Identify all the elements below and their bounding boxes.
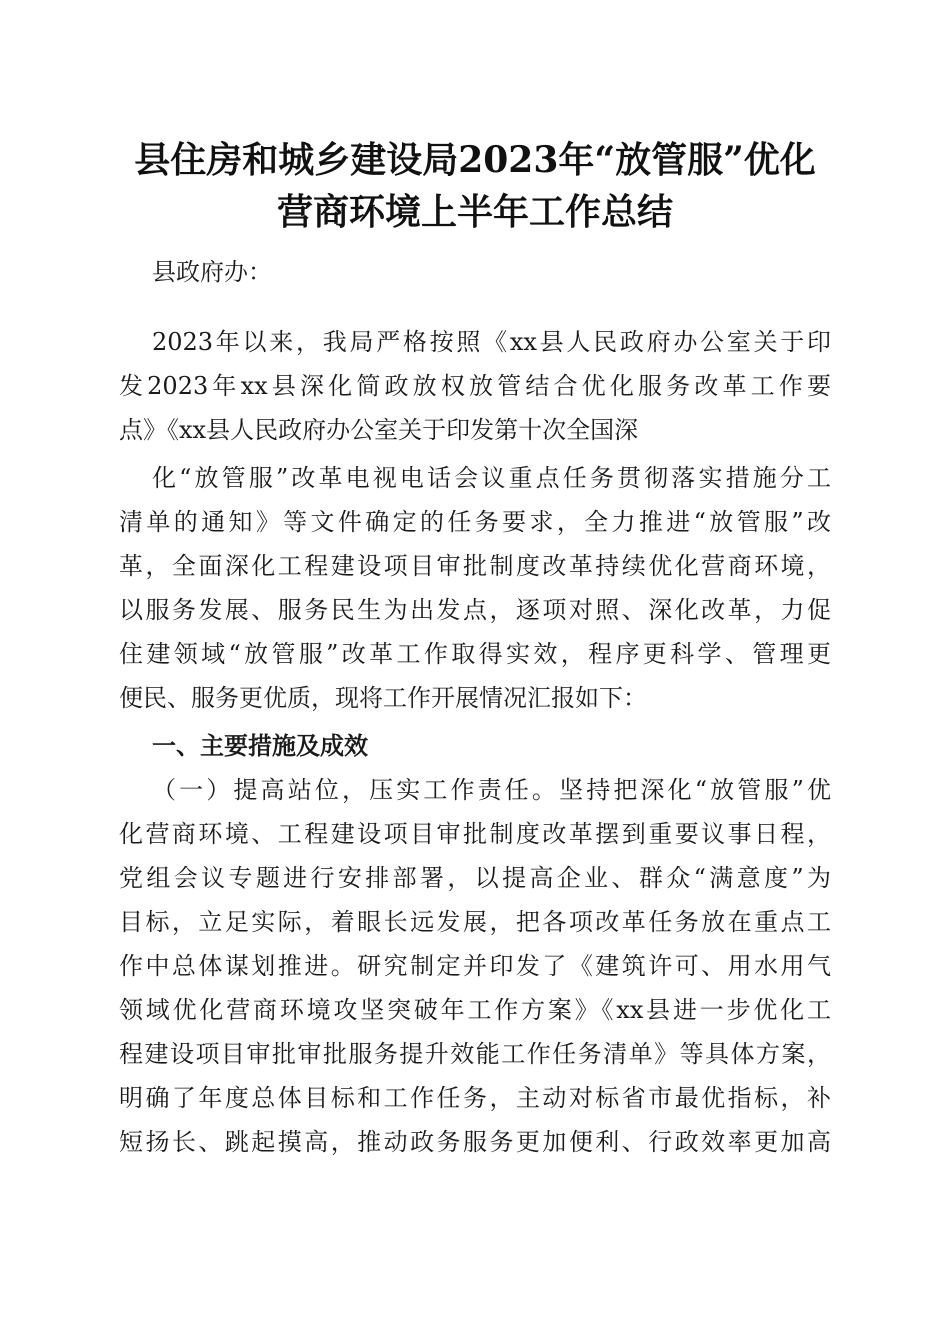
paragraph-2-line-6: 便民、服务更优质，现将工作开展情况汇报如下： [119,684,647,712]
paragraph-3-line-4: 目标，立足实际，着眼长远发展，把各项改革任务放在重点工 [119,908,831,936]
paragraph-3-line-2: 化营商环境、工程建设项目审批制度改革摆到重要议事日程， [119,820,831,848]
paragraph-1-line-2: 发2023年xx县深化简政放权放管结合优化服务改革工作要 [119,372,831,400]
paragraph-2-line-5: 住建领域“放管服”改革工作取得实效，程序更科学、管理更 [119,640,831,668]
document-title-line-1: 县住房和城乡建设局2023年“放管服”优化 [134,139,816,181]
document-title-line-2: 营商环境上半年工作总结 [276,191,673,233]
paragraph-3-line-6: 领域优化营商环境攻坚突破年工作方案》《xx县进一步优化工 [119,996,831,1024]
paragraph-2-line-1: 化“放管服”改革电视电话会议重点任务贯彻落实措施分工 [152,464,831,492]
section-heading: 一、主要措施及成效 [152,732,368,760]
paragraph-3-line-5: 作中总体谋划推进。研究制定并印发了《建筑许可、用水用气 [119,952,831,980]
paragraph-3-line-7: 程建设项目审批审批服务提升效能工作任务清单》等具体方案， [119,1040,831,1068]
paragraph-2-line-2: 清单的通知》等文件确定的任务要求，全力推进“放管服”改 [119,508,831,536]
paragraph-1-line-3: 点》《xx县人民政府办公室关于印发第十次全国深 [119,416,639,444]
salutation: 县政府办： [152,258,272,286]
paragraph-2-line-4: 以服务发展、服务民生为出发点，逐项对照、深化改革，力促 [119,596,831,624]
paragraph-3-line-1: （一）提高站位，压实工作责任。坚持把深化“放管服”优 [152,776,831,804]
paragraph-3-line-8: 明确了年度总体目标和工作任务，主动对标省市最优指标，补 [119,1084,831,1112]
paragraph-3-line-9: 短扬长、跳起摸高，推动政务服务更加便利、行政效率更加高 [119,1128,831,1156]
paragraph-1-line-1: 2023年以来，我局严格按照《xx县人民政府办公室关于印 [152,328,831,356]
paragraph-2-line-3: 革，全面深化工程建设项目审批制度改革持续优化营商环境， [119,552,831,580]
paragraph-3-line-3: 党组会议专题进行安排部署，以提高企业、群众“满意度”为 [119,864,831,892]
